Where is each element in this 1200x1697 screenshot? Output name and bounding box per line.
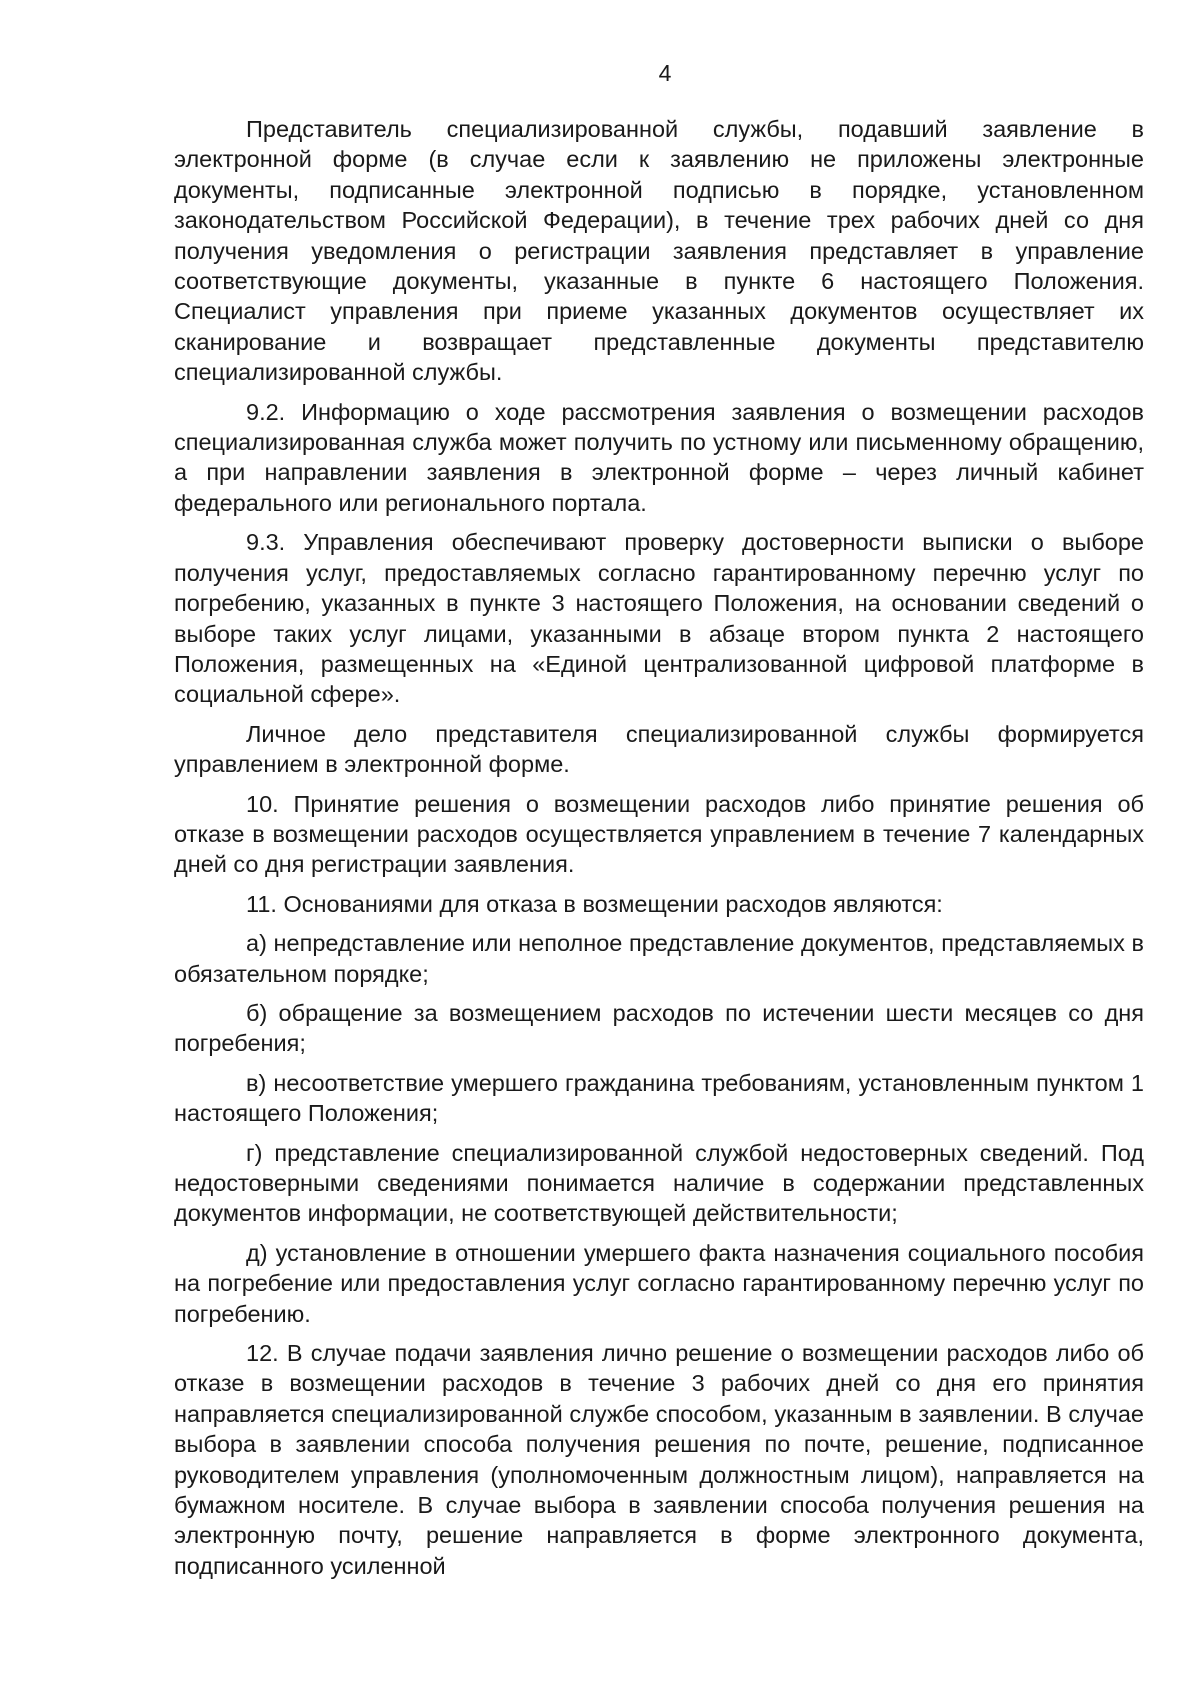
paragraph-representative-documents: Представитель специализированной службы, подавший заявление в электронной форме (в случае если к заявлению не приложены электронные документы, подписанные электронной подписью в порядке, установленном законодательством Российской Федерации), в течение трех рабочих дней со дня получения уведомления о регистрации заявления представляет в управление соответствующие документы, указанные в пункте 6 настоящего Положения. Специалист управления при приеме указанных документов осуществляет их сканирование и возвращает представленные документы представителю специализированной службы. bbox=[174, 116, 1144, 386]
paragraph-9-3: 9.3. Управления обеспечивают проверку достоверности выписки о выборе получения услуг, предоставляемых согласно гарантированному перечню услуг по погребению, указанных в пункте 3 настоящего Положения, на основании сведений о выборе таких услуг лицами, указанными в абзаце втором пункта 2 настоящего Положения, размещенных на «Единой централизованной цифровой платформе в социальной сфере». bbox=[174, 529, 1144, 708]
paragraph-12: 12. В случае подачи заявления лично решение о возмещении расходов либо об отказе в возмещении расходов в течение 3 рабочих дней со дня его принятия направляется специализированной службе способом, указанным в заявлении. В случае выбора в заявлении способа получения решения по почте, решение, подписанное руководителем управления (уполномоченным должностным лицом), направляется на бумажном носителе. В случае выбора в заявлении способа получения решения на электронную почту, решение направляется в форме электронного документа, подписанного усиленной bbox=[174, 1340, 1144, 1579]
paragraph-11-v: в) несоответствие умершего гражданина требованиям, установленным пунктом 1 настоящего Положения; bbox=[174, 1069, 1144, 1127]
paragraph-10: 10. Принятие решения о возмещении расходов либо принятие решения об отказе в возмещении расходов осуществляется управлением в течение 7 календарных дней со дня регистрации заявления. bbox=[174, 790, 1144, 878]
page-number: 4 bbox=[658, 60, 672, 86]
paragraph-9-2: 9.2. Информацию о ходе рассмотрения заявления о возмещении расходов специализированная служба может получить по устному или письменному обращению, а при направлении заявления в электронной форме – через личный кабинет федерального или регионального портала. bbox=[174, 398, 1144, 516]
paragraph-11-b: б) обращение за возмещением расходов по истечении шести месяцев со дня погребения; bbox=[174, 999, 1144, 1057]
paragraph-personal-file: Личное дело представителя специализированной службы формируется управлением в электронной форме. bbox=[174, 720, 1144, 778]
document-body bbox=[174, 114, 1144, 1581]
paragraph-11: 11. Основаниями для отказа в возмещении расходов являются: bbox=[246, 890, 943, 917]
paragraph-11-g: г) представление специализированной службой недостоверных сведений. Под недостоверными сведениями понимается наличие в содержании представленных документов информации, не соответствующей действительности; bbox=[174, 1139, 1144, 1227]
paragraph-11-a: а) непредставление или неполное представление документов, представляемых в обязательном порядке; bbox=[174, 930, 1144, 987]
paragraph-11-d: д) установление в отношении умершего факта назначения социального пособия на погребение или предоставления услуг согласно гарантированному перечню услуг по погребению. bbox=[174, 1239, 1144, 1327]
